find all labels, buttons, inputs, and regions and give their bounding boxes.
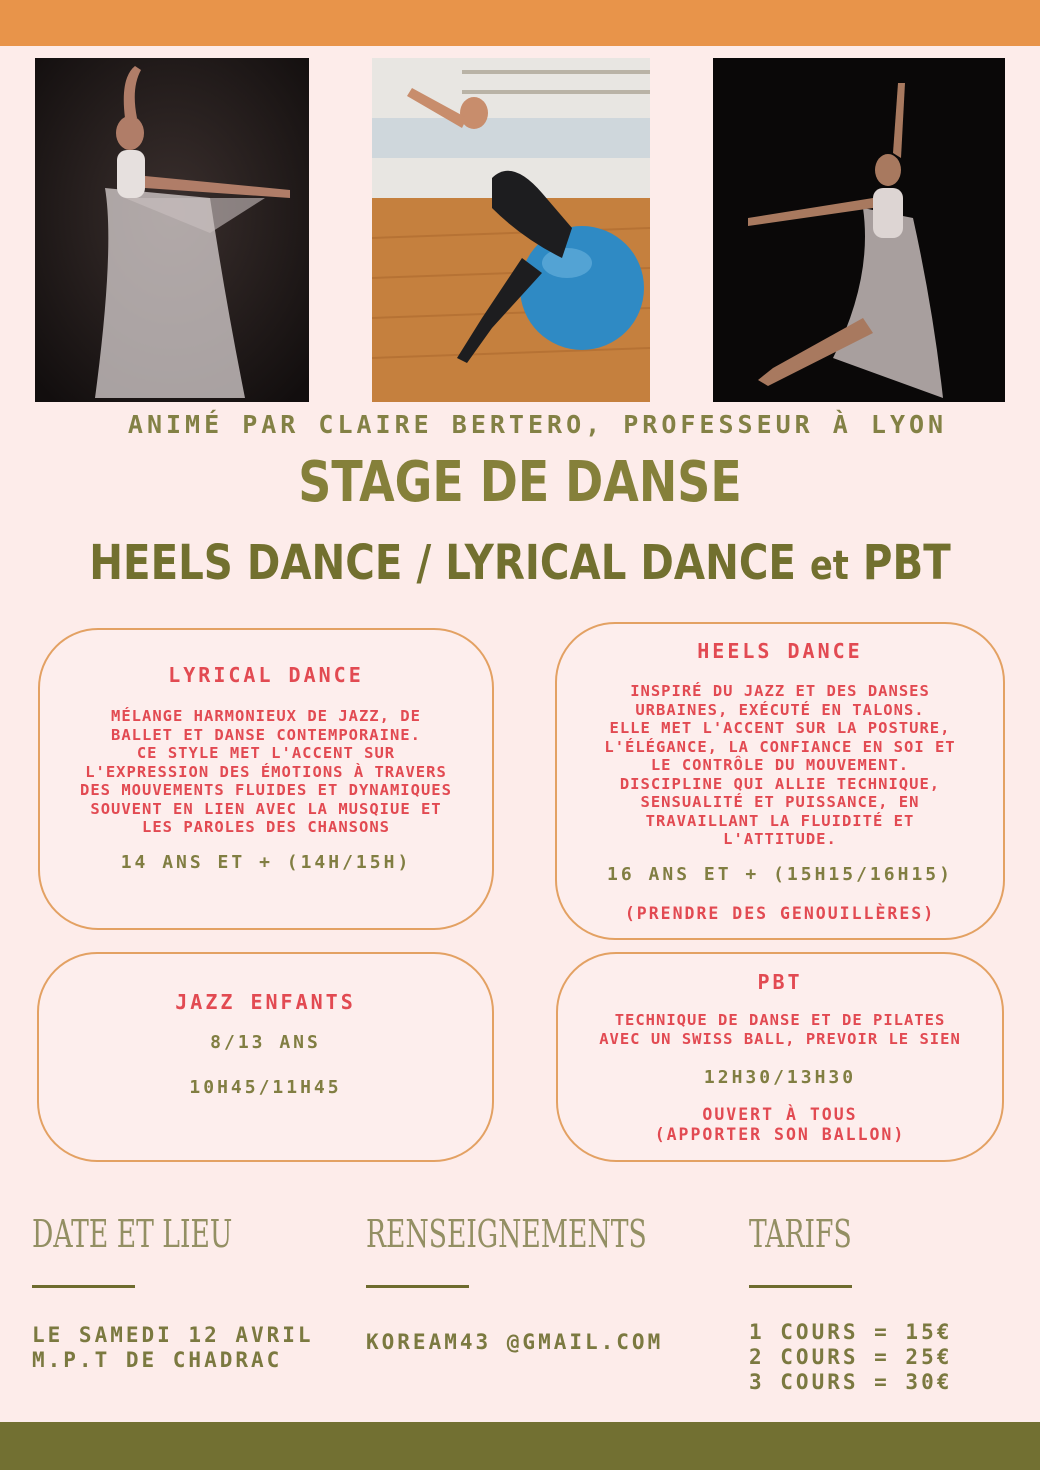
dancer-photo-pbt <box>372 58 650 402</box>
dancer-photo-lyrical <box>35 58 309 402</box>
renseignements-heading: RENSEIGNEMENTS <box>366 1212 647 1256</box>
dance-styles-main: HEELS DANCE / LYRICAL DANCE <box>89 535 796 591</box>
lyrical-title: LYRICAL DANCE <box>168 663 364 687</box>
lyrical-line: SOUVENT EN LIEN AVEC LA MUSQIUE ET <box>90 799 442 818</box>
renseignements-divider <box>366 1285 469 1288</box>
tarifs-list <box>749 1320 952 1395</box>
lyrical-line: L'EXPRESSION DES ÉMOTIONS À TRAVERS <box>85 762 447 781</box>
jazz-age: 8/13 ANS <box>210 1032 321 1053</box>
heels-line: L'ÉLÉGANCE, LA CONFIANCE EN SOI ET <box>604 737 956 756</box>
heels-line: LE CONTRÔLE DU MOUVEMENT. <box>650 756 910 774</box>
event-date: LE SAMEDI 12 AVRIL <box>32 1323 314 1347</box>
lyrical-line: BALLET ET DANSE CONTEMPORAINE. <box>111 725 421 744</box>
pbt-time: 12H30/13H30 <box>703 1067 857 1088</box>
heels-age-time: 16 ANS ET + (15H15/16H15) <box>607 864 953 885</box>
date-lieu-text <box>32 1323 314 1373</box>
lyrical-line: CE STYLE MET L'ACCENT SUR <box>136 744 396 762</box>
dancer-photo-heels <box>713 58 1005 402</box>
jazz-title: JAZZ ENFANTS <box>175 990 356 1014</box>
page-title: STAGE DE DANSE <box>298 450 742 515</box>
date-lieu-heading: DATE ET LIEU <box>32 1212 233 1256</box>
dance-styles-heading <box>83 535 957 591</box>
heels-line: ELLE MET L'ACCENT SUR LA POSTURE, <box>609 719 951 737</box>
lyrical-age-time: 14 ANS ET + (14H/15H) <box>120 852 412 873</box>
instructor-subtitle: ANIMÉ PAR CLAIRE BERTERO, PROFESSEUR À LYON <box>127 410 948 439</box>
pbt-card <box>556 952 1004 1162</box>
pbt-title: PBT <box>757 970 803 994</box>
heels-line: TRAVAILLANT LA FLUIDITÉ ET <box>645 811 915 830</box>
price-line: 1 COURS = 15€ <box>749 1320 953 1344</box>
price-line: 2 COURS = 25€ <box>749 1345 953 1369</box>
event-venue: M.P.T DE CHADRAC <box>32 1348 283 1372</box>
top-color-bar <box>0 0 1040 46</box>
contact-email[interactable]: KOREAM43 @GMAIL.COM <box>366 1330 664 1354</box>
pbt-line: TECHNIQUE DE DANSE ET DE PILATES <box>614 1011 946 1029</box>
lyrical-description <box>40 707 492 837</box>
heels-dance-card <box>555 622 1005 940</box>
heels-note: (PRENDRE DES GENOUILLÈRES) <box>624 904 936 923</box>
jazz-enfants-card <box>37 952 494 1162</box>
dance-styles-end: PBT <box>862 535 951 591</box>
heels-line: SENSUALITÉ ET PUISSANCE, EN <box>640 793 920 811</box>
heels-line: DISCIPLINE QUI ALLIE TECHNIQUE, <box>619 774 941 793</box>
jazz-time: 10H45/11H45 <box>189 1077 342 1098</box>
price-line: 3 COURS = 30€ <box>749 1370 953 1394</box>
bottom-color-bar <box>0 1422 1040 1470</box>
pbt-line: AVEC UN SWISS BALL, PREVOIR LE SIEN <box>599 1029 961 1048</box>
tarifs-divider <box>749 1285 852 1288</box>
heels-title: HEELS DANCE <box>697 639 863 663</box>
heels-line: URBAINES, EXÉCUTÉ EN TALONS. <box>635 700 925 719</box>
lyrical-dance-card <box>38 628 494 930</box>
date-lieu-divider <box>32 1285 135 1288</box>
heels-line: INSPIRÉ DU JAZZ ET DES DANSES <box>630 682 930 700</box>
pbt-note <box>558 1105 1002 1145</box>
tarifs-heading: TARIFS <box>749 1212 852 1256</box>
dance-styles-et: et <box>810 543 849 589</box>
lyrical-line: DES MOUVEMENTS FLUIDES ET DYNAMIQUES <box>80 781 452 799</box>
pbt-description <box>558 1011 1002 1048</box>
pbt-note-line: OUVERT À TOUS <box>702 1105 858 1124</box>
heels-description <box>557 682 1003 849</box>
lyrical-line: LES PAROLES DES CHANSONS <box>142 818 390 836</box>
lyrical-line: MÉLANGE HARMONIEUX DE JAZZ, DE <box>111 707 421 725</box>
pbt-note-line: (APPORTER SON BALLON) <box>654 1125 906 1144</box>
heels-line: L'ATTITUDE. <box>723 830 837 848</box>
